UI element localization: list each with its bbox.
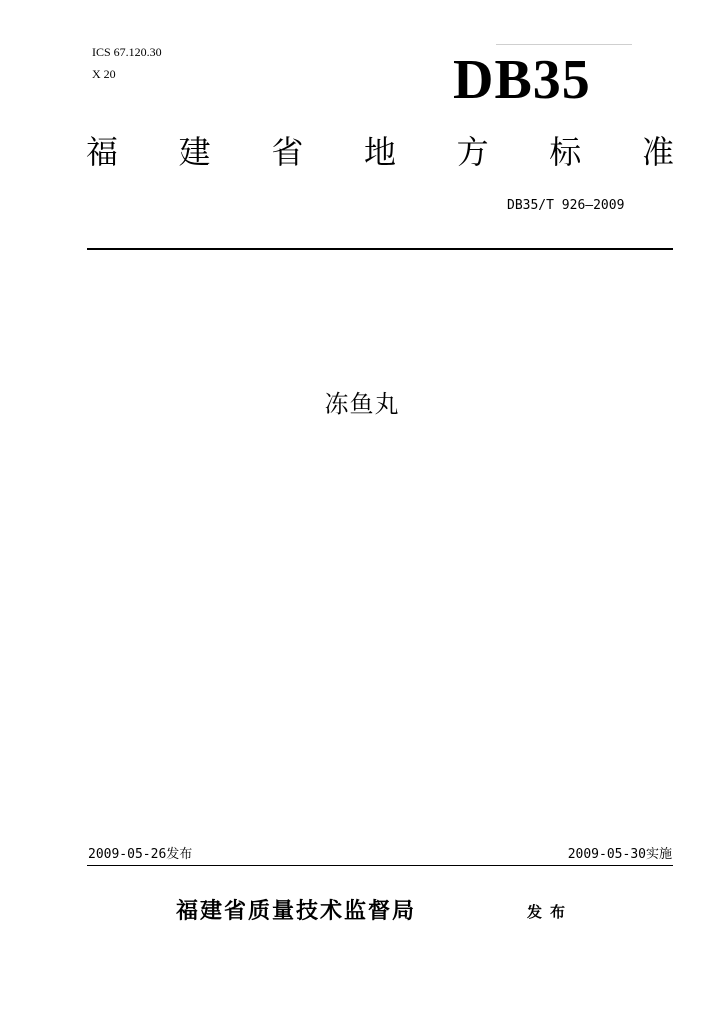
standard-type-title bbox=[86, 132, 674, 172]
bottom-divider bbox=[87, 865, 673, 866]
standard-type-char: 建 bbox=[178, 133, 211, 171]
implement-label: 实施 bbox=[645, 847, 672, 862]
standard-number: DB35/T 926—2009 bbox=[507, 198, 625, 213]
issuing-authority: 福建省质量技术监督局 bbox=[176, 899, 417, 924]
classification-code: X 20 bbox=[92, 67, 116, 81]
standard-type-char: 地 bbox=[363, 133, 396, 171]
db-mark: DB35 bbox=[453, 49, 591, 111]
publish-date bbox=[88, 846, 192, 864]
standard-type-char: 省 bbox=[271, 133, 304, 171]
standard-type-char: 方 bbox=[456, 133, 489, 171]
standard-type-char: 福 bbox=[86, 133, 119, 171]
document-title: 冻鱼丸 bbox=[324, 390, 400, 418]
header-divider bbox=[496, 44, 632, 45]
publish-date-value: 2009-05-26 bbox=[88, 847, 167, 862]
issue-label: 发布 bbox=[527, 903, 574, 921]
ics-code: ICS 67.120.30 bbox=[92, 45, 162, 59]
implement-date bbox=[568, 846, 672, 864]
standard-type-char: 准 bbox=[641, 133, 674, 171]
implement-date-value: 2009-05-30 bbox=[567, 847, 646, 862]
publish-label: 发布 bbox=[166, 847, 193, 862]
standard-type-char: 标 bbox=[549, 133, 582, 171]
top-divider bbox=[87, 248, 673, 250]
